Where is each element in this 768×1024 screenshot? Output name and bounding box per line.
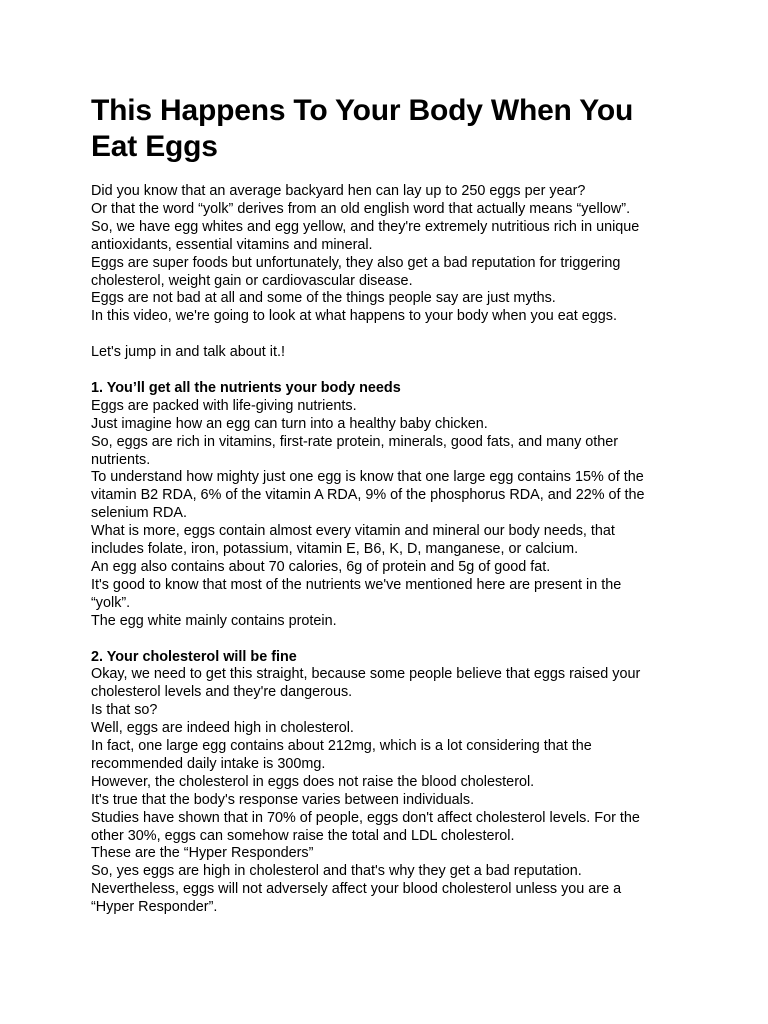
text-line: Nevertheless, eggs will not adversely affect your blood cholesterol unless you are a xyxy=(91,881,622,898)
document-body xyxy=(91,183,691,917)
text-line: To understand how mighty just one egg is know that one large egg contains 15% of the xyxy=(91,469,644,486)
text-line: In this video, we're going to look at what happens to your body when you eat eggs. xyxy=(91,308,617,325)
section-cholesterol xyxy=(91,649,691,918)
paragraph-spacer xyxy=(91,631,691,649)
text-line: Eggs are not bad at all and some of the things people say are just myths. xyxy=(91,290,556,307)
jump-in-line: Let's jump in and talk about it.! xyxy=(91,344,285,361)
text-line: antioxidants, essential vitamins and mineral. xyxy=(91,236,373,253)
text-line: cholesterol levels and they're dangerous. xyxy=(91,684,353,701)
text-line: nutrients. xyxy=(91,451,151,468)
text-line: It's true that the body's response varies between individuals. xyxy=(91,791,475,808)
paragraph-spacer xyxy=(91,326,691,344)
text-line: recommended daily intake is 300mg. xyxy=(91,755,326,772)
text-line: Did you know that an average backyard hen can lay up to 250 eggs per year? xyxy=(91,183,586,199)
text-line: These are the “Hyper Responders” xyxy=(91,845,314,862)
paragraph-spacer xyxy=(91,362,691,380)
title-line: Eat Eggs xyxy=(91,130,218,163)
text-line: Okay, we need to get this straight, because some people believe that eggs raised your xyxy=(91,666,641,683)
text-line: Or that the word “yolk” derives from an old english word that actually means “yellow”. xyxy=(91,200,631,217)
text-line: Well, eggs are indeed high in cholesterol. xyxy=(91,720,354,737)
text-line: It's good to know that most of the nutrients we've mentioned here are present in the xyxy=(91,576,622,593)
text-line: Just imagine how an egg can turn into a healthy baby chicken. xyxy=(91,415,488,432)
section-nutrients xyxy=(91,380,691,631)
text-line: Eggs are super foods but unfortunately, they also get a bad reputation for triggering xyxy=(91,254,621,271)
text-line: “Hyper Responder”. xyxy=(91,899,218,916)
text-line: includes folate, iron, potassium, vitamin E, B6, K, D, manganese, or calcium. xyxy=(91,541,579,558)
text-line: So, we have egg whites and egg yellow, and they're extremely nutritious rich in unique xyxy=(91,218,640,235)
text-line: other 30%, eggs can somehow raise the total and LDL cholesterol. xyxy=(91,827,515,844)
document-title xyxy=(91,93,691,165)
text-line: However, the cholesterol in eggs does not raise the blood cholesterol. xyxy=(91,773,535,790)
text-line: An egg also contains about 70 calories, 6g of protein and 5g of good fat. xyxy=(91,559,551,575)
text-line: The egg white mainly contains protein. xyxy=(91,612,337,629)
text-line: Studies have shown that in 70% of people, eggs don't affect cholesterol levels. For the xyxy=(91,809,640,826)
document-page xyxy=(91,93,691,917)
text-line: “yolk”. xyxy=(91,594,131,611)
section-heading: 1. You’ll get all the nutrients your body needs xyxy=(91,379,401,396)
text-line: In fact, one large egg contains about 212mg, which is a lot considering that the xyxy=(91,738,592,755)
text-line: What is more, eggs contain almost every vitamin and mineral our body needs, that xyxy=(91,523,615,540)
intro-paragraph xyxy=(91,183,691,326)
text-line: So, yes eggs are high in cholesterol and that's why they get a bad reputation. xyxy=(91,863,582,880)
text-line: cholesterol, weight gain or cardiovascular disease. xyxy=(91,272,413,289)
text-line: Eggs are packed with life-giving nutrients. xyxy=(91,397,357,414)
section-heading: 2. Your cholesterol will be fine xyxy=(91,648,297,665)
text-line: vitamin B2 RDA, 6% of the vitamin A RDA, 9% of the phosphorus RDA, and 22% of the xyxy=(91,487,645,504)
title-line: This Happens To Your Body When You xyxy=(91,94,634,127)
text-line: Is that so? xyxy=(91,702,158,719)
text-line: selenium RDA. xyxy=(91,505,187,522)
text-line: So, eggs are rich in vitamins, first-rate protein, minerals, good fats, and many other xyxy=(91,433,619,450)
